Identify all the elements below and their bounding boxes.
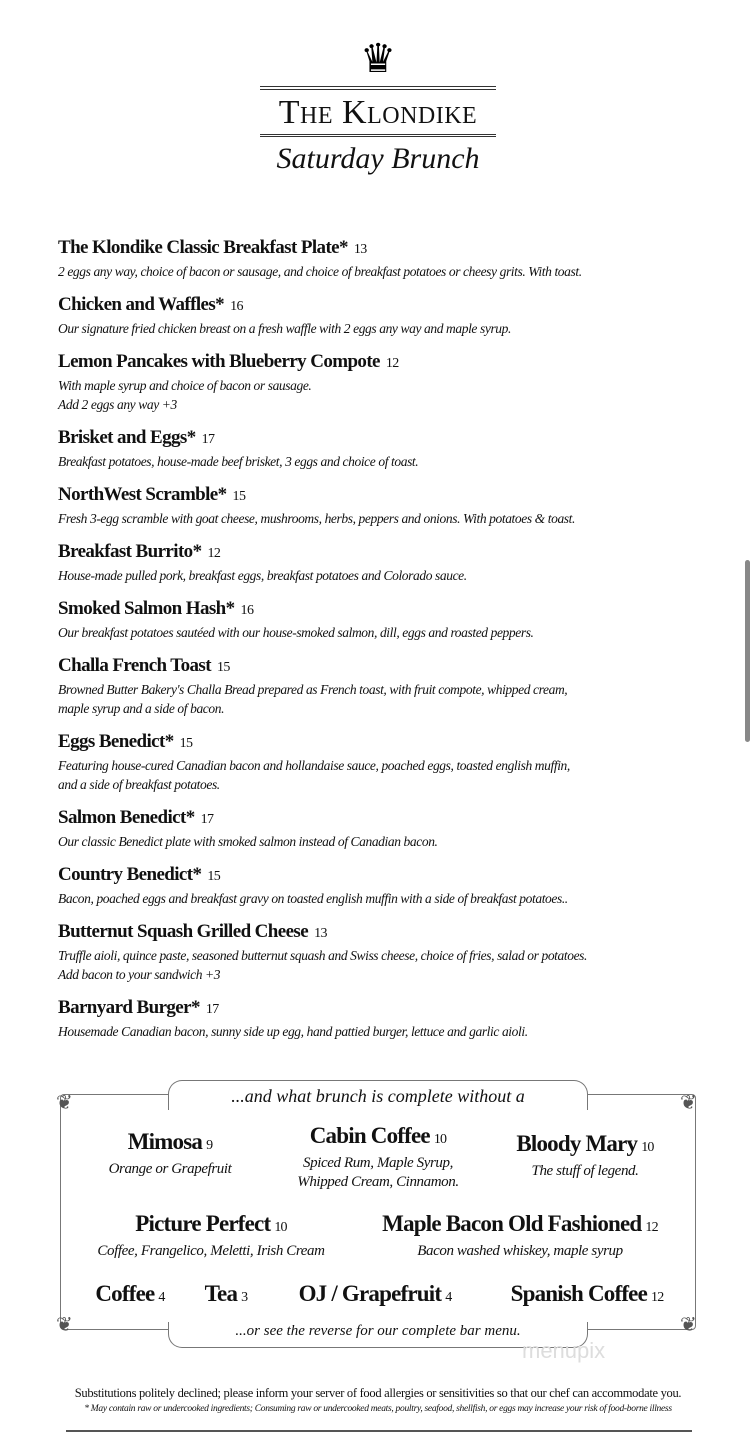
drink-item [270,1122,486,1192]
drink-name: Picture Perfect [135,1211,271,1236]
menu-item-name: NorthWest Scramble* [58,484,227,505]
menu-item-name: Challa French Toast [58,655,211,676]
menu-item-name: Salmon Benedict* [58,807,195,828]
drink-item [350,1210,690,1261]
drink-description: Whipped Cream, Cinnamon. [297,1174,459,1190]
menu-item-price: 15 [232,489,246,504]
drink-price: 4 [158,1290,165,1305]
ornament-icon: ❦ [56,1092,73,1114]
food-safety-warning: * May contain raw or undercooked ingredients; Consuming raw or undercooked meats, poultry, seafood, shellfish, or eggs may increase your risk of food-borne illness [84,1404,672,1414]
menu-item-description: Featuring house-cured Canadian bacon and hollandaise sauce, poached eggs, toasted english muffin, [58,758,570,773]
drink-price: 3 [241,1290,248,1305]
menu-item-description: Add 2 eggs any way +3 [58,397,177,412]
menu-item [58,293,728,338]
menu-item [58,730,728,794]
ornament-icon: ❦ [56,1314,73,1336]
ornament-icon: ❦ [680,1314,697,1336]
menu-item-name: Chicken and Waffles* [58,294,225,315]
menu-item-description: Bacon, poached eggs and breakfast gravy on toasted english muffin with a side of breakfast potatoes.. [58,891,568,906]
menu-item [58,920,728,984]
menu-item-title [58,920,728,946]
drink-price: 10 [274,1220,287,1235]
menu-item-price: 17 [205,1002,219,1017]
menu-item-title [58,806,728,832]
menu-item [58,806,728,851]
menu-item-description: With maple syrup and choice of bacon or sausage. [58,378,312,393]
drink-description: Bacon washed whiskey, maple syrup [417,1243,623,1259]
drink-item [80,1280,180,1312]
divider [66,1430,692,1432]
menu-item-description: Our signature fried chicken breast on a fresh waffle with 2 eggs any way and maple syrup. [58,321,511,336]
menu-item-description: Fresh 3-egg scramble with goat cheese, mushrooms, herbs, peppers and onions. With potatoes & toast. [58,511,575,526]
drink-title [270,1122,486,1154]
menu-item-title [58,540,728,566]
menu-item-name: Barnyard Burger* [58,997,200,1018]
drink-title [70,1128,270,1160]
drink-price: 4 [445,1290,452,1305]
menu-item-description: Breakfast potatoes, house-made beef brisket, 3 eggs and choice of toast. [58,454,419,469]
menu-item-price: 17 [201,432,215,447]
drink-name: Cabin Coffee [309,1123,430,1148]
menu-item-title [58,730,728,756]
menu-item-price: 13 [314,926,327,941]
menu-item [58,597,728,642]
drink-price: 10 [433,1132,447,1147]
drink-title [270,1280,480,1312]
drink-name: Mimosa [127,1129,203,1154]
menu-header [0,36,756,179]
menu-item [58,863,728,908]
drink-description: Spiced Rum, Maple Syrup, [303,1155,453,1171]
drink-item [70,1128,270,1179]
menu-item-title [58,293,728,319]
menu-item-title [58,654,728,680]
drink-name: OJ / Grapefruit [298,1281,442,1306]
menu-item [58,540,728,585]
drink-price: 10 [641,1140,654,1155]
drinks-footer: ...or see the reverse for our complete bar menu. [235,1323,521,1339]
drink-item [480,1130,690,1181]
drink-title [482,1280,692,1312]
substitutions-note: Substitutions politely declined; please inform your server of food allergies or sensitivities so that our chef can accommodate you. [74,1386,682,1400]
menu-item-description: and a side of breakfast potatoes. [58,777,220,792]
drink-item [270,1280,480,1312]
menu-item-title [58,426,728,452]
menu-item-title [58,483,728,509]
menu-item-price: 15 [179,736,193,751]
drink-title [186,1280,266,1312]
menu-item-title [58,350,728,376]
drink-title [66,1210,356,1242]
menu-item [58,350,728,414]
divider [260,134,496,137]
drink-description: Orange or Grapefruit [108,1161,232,1177]
menu-item-name: The Klondike Classic Breakfast Plate* [58,237,348,258]
menu-item-price: 17 [200,812,214,827]
menu-item-name: Breakfast Burrito* [58,541,202,562]
drink-name: Bloody Mary [516,1131,638,1156]
drink-name: Spanish Coffee [510,1281,647,1306]
menu-item-name: Lemon Pancakes with Blueberry Compote [58,351,380,372]
menu-item-price: 16 [230,299,243,314]
drinks-heading: ...and what brunch is complete without a [231,1086,525,1106]
menu-item-description: House-made pulled pork, breakfast eggs, breakfast potatoes and Colorado sauce. [58,568,467,583]
menu-item-title [58,236,728,262]
drink-price: 12 [651,1290,664,1305]
menu-item-price: 13 [353,242,367,257]
drink-description: The stuff of legend. [531,1163,639,1179]
menu-item-name: Brisket and Eggs* [58,427,196,448]
menu-item-price: 12 [385,356,399,371]
drink-name: Coffee [95,1281,155,1306]
drink-item [186,1280,266,1312]
menu-item-price: 16 [240,603,254,618]
menu-item-price: 12 [207,546,221,561]
menu-item-name: Eggs Benedict* [58,731,174,752]
crown-icon: ♛ [360,36,396,81]
divider [260,86,496,90]
drink-price: 12 [645,1220,658,1235]
menu-item-title [58,996,728,1022]
drink-item [66,1210,356,1261]
menu-item-description: maple syrup and a side of bacon. [58,701,225,716]
menu-item-title [58,863,728,889]
menu-item-title [58,597,728,623]
menu-item-name: Country Benedict* [58,864,202,885]
drink-price: 9 [206,1138,213,1153]
watermark: menupix [522,1338,606,1363]
menu-item-description: Our breakfast potatoes sautéed with our house-smoked salmon, dill, eggs and roasted peppers. [58,625,534,640]
menu-item-description: Our classic Benedict plate with smoked salmon instead of Canadian bacon. [58,834,438,849]
drink-title [480,1130,690,1162]
drink-title [80,1280,180,1312]
menu-item [58,654,728,718]
drink-description: Coffee, Frangelico, Meletti, Irish Cream [97,1243,325,1259]
menu-item-description: Truffle aioli, quince paste, seasoned butternut squash and Swiss cheese, choice of fries, salad or potatoes. [58,948,588,963]
drink-name: Tea [204,1281,238,1306]
scrollbar[interactable] [745,560,750,742]
drink-item [482,1280,692,1312]
menu-item-name: Smoked Salmon Hash* [58,598,235,619]
menu-item-description: 2 eggs any way, choice of bacon or sausage, and choice of breakfast potatoes or cheesy grits. With toast. [58,264,582,279]
menu-item [58,996,728,1041]
menu-item [58,483,728,528]
menu-item-price: 15 [216,660,230,675]
restaurant-name: The Klondike [278,94,478,131]
menu-item-price: 15 [207,869,221,884]
menu-item-name: Butternut Squash Grilled Cheese [58,921,309,942]
menu-item [58,426,728,471]
menu-item [58,236,728,281]
drink-title [350,1210,690,1242]
menu-subtitle: Saturday Brunch [276,142,480,175]
ornament-icon: ❦ [680,1092,697,1114]
menu-item-description: Housemade Canadian bacon, sunny side up egg, hand pattied burger, lettuce and garlic aioli. [58,1024,528,1039]
menu-item-description: Add bacon to your sandwich +3 [58,967,221,982]
drink-name: Maple Bacon Old Fashioned [382,1211,642,1236]
brunch-menu [58,236,728,1053]
menu-item-description: Browned Butter Bakery's Challa Bread prepared as French toast, with fruit compote, whipped cream, [58,682,568,697]
